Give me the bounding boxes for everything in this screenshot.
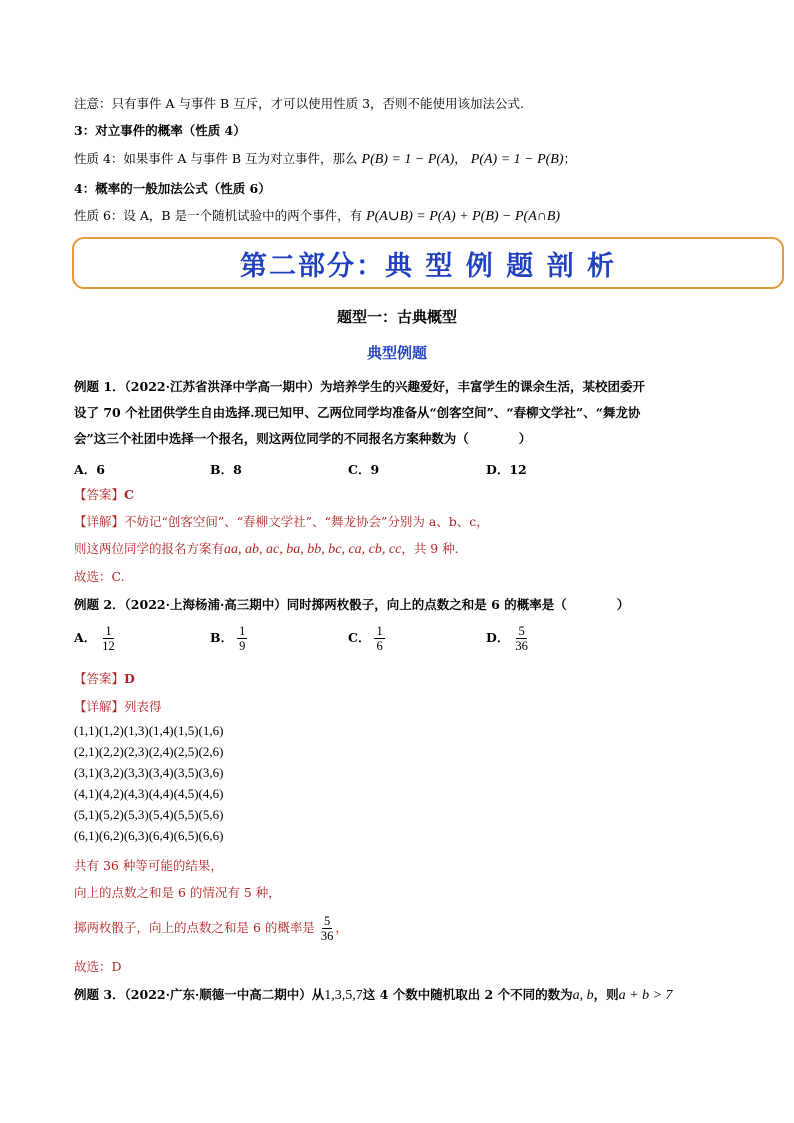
prob-end: ，	[335, 920, 348, 935]
heading-4: 4：概率的一般加法公式（性质 6）	[74, 181, 271, 196]
property-6-formula: P(A∪B) = P(A) + P(B) − P(A∩B)	[366, 209, 561, 224]
property-6-text: 性质 6：设 A，B 是一个随机试验中的两个事件，有	[74, 208, 363, 223]
fraction	[374, 624, 384, 653]
option-label: A．	[74, 630, 97, 645]
fraction	[100, 624, 117, 653]
example-1-option-d: D．12	[486, 462, 527, 477]
property-4-text: 性质 4：如果事件 A 与事件 B 互为对立事件，那么	[74, 151, 358, 166]
option-label: B．	[210, 630, 234, 645]
property-4-end: ；	[563, 151, 577, 166]
example-1-answer	[74, 486, 134, 504]
example-3-mid: 这 4 个数中随机取出 2 个不同的数为	[362, 987, 573, 1002]
example-3-pre: 例题 3．（2022·广东·顺德一中高二期中）从	[74, 987, 325, 1002]
example-2-option-b	[210, 624, 247, 653]
example-1-option-a: A．6	[74, 462, 105, 477]
property-4-formula-2: P(A) = 1 − P(B)	[470, 152, 564, 167]
detail-2-post: ，共 9 种.	[401, 541, 459, 556]
detail-2-math: aa, ab, ac, ba, bb, bc, ca, cb, cc	[224, 542, 402, 557]
prob-fraction	[319, 914, 336, 943]
dice-table-row: (1,1)(1,2)(1,3)(1,4)(1,5)(1,6)	[74, 723, 224, 738]
denominator: 36	[515, 639, 528, 653]
example-1-line-1: 例题 1．（2022·江苏省洪泽中学高一期中）为培养学生的兴趣爱好，丰富学生的课余生活，某校团委开	[74, 379, 645, 394]
numerator: 5	[324, 914, 331, 928]
detail-2-pre: 则这两位同学的报名方案有	[74, 541, 225, 556]
sub-title: 典型例题	[366, 344, 427, 362]
dice-table-row: (5,1)(5,2)(5,3)(5,4)(5,5)(5,6)	[74, 807, 224, 822]
example-1-choose: 故选：C.	[74, 569, 125, 584]
dice-table-row: (2,1)(2,2)(2,3)(2,4)(2,5)(2,6)	[74, 744, 224, 759]
answer-value: D	[124, 671, 135, 686]
denominator: 6	[376, 639, 383, 653]
fraction	[513, 624, 530, 653]
property-6	[74, 207, 560, 226]
example-2-detail	[74, 698, 162, 716]
answer-label: 【答案】	[74, 487, 125, 502]
banner-title: 第二部分：典 型 例 题 剖 析	[240, 250, 616, 282]
section-title: 题型一：古典概型	[336, 308, 457, 326]
numerator: 1	[239, 624, 246, 638]
prob-text: 掷两枚骰子，向上的点数之和是 6 的概率是	[74, 920, 315, 935]
answer-label: 【答案】	[74, 671, 125, 686]
example-3-condition: a + b > 7	[618, 988, 673, 1003]
example-2-probability	[74, 914, 348, 943]
numerator: 1	[105, 624, 112, 638]
dice-table-row: (4,1)(4,2)(4,3)(4,4)(4,5)(4,6)	[74, 786, 224, 801]
example-3-line-1	[74, 986, 673, 1005]
example-1-option-c: C．9	[348, 462, 380, 477]
example-2-option-d	[486, 624, 530, 653]
example-3-mid2: ，则	[593, 987, 619, 1002]
example-2-line-1: 例题 2．（2022·上海杨浦·高三期中）同时掷两枚骰子，向上的点数之和是 6 的概率是（ ）	[74, 597, 630, 612]
example-1-option-b: B．8	[210, 462, 242, 477]
note-line: 注意：只有事件 A 与事件 B 互斥，才可以使用性质 3，否则不能使用该加法公式.	[74, 96, 525, 111]
example-2-option-c	[348, 624, 385, 653]
answer-value: C	[124, 487, 134, 502]
example-2-choose: 故选：D	[74, 959, 122, 974]
detail-label: 【详解】	[74, 514, 125, 529]
example-1-detail-2	[74, 540, 459, 559]
numerator: 5	[518, 624, 525, 638]
denominator: 9	[239, 639, 246, 653]
numerator: 1	[376, 624, 383, 638]
example-3-vars: a, b	[572, 988, 594, 1003]
option-label: D．	[486, 630, 510, 645]
dice-table-row: (6,1)(6,2)(6,3)(6,4)(6,5)(6,6)	[74, 828, 224, 843]
example-1-detail-1	[74, 513, 489, 531]
example-2-cases: 向上的点数之和是 6 的情况有 5 种，	[74, 885, 281, 900]
denominator: 12	[102, 639, 115, 653]
detail-text: 不妨记“创客空间”、“春柳文学社”、“舞龙协会”分别为 a、b、c，	[124, 514, 489, 529]
section-banner	[72, 237, 784, 289]
denominator: 36	[320, 929, 334, 943]
fraction	[237, 624, 247, 653]
example-2-answer	[74, 670, 135, 688]
example-1-line-3: 会”这三个社团中选择一个报名，则这两位同学的不同报名方案种数为（ ）	[74, 431, 532, 446]
dice-table-row: (3,1)(3,2)(3,3)(3,4)(3,5)(3,6)	[74, 765, 224, 780]
example-2-option-a	[74, 624, 117, 653]
option-label: C．	[348, 630, 371, 645]
example-2-total: 共有 36 种等可能的结果，	[74, 858, 223, 873]
example-3-numbers: 1,3,5,7	[324, 988, 363, 1003]
property-4-formula-1: P(B) = 1 − P(A)	[361, 152, 455, 167]
detail-label: 【详解】	[74, 699, 125, 714]
heading-3: 3：对立事件的概率（性质 4）	[74, 123, 246, 138]
property-4: 性质 4：如果事件 A 与事件 B 互为对立事件，那么 P(B) = 1 − P(A)， P(A) = 1 − P(B)；	[74, 151, 577, 167]
example-1-line-2: 设了 70 个社团供学生自由选择.现已知甲、乙两位同学均准备从“创客空间”、“春柳文学社”、“舞龙协	[74, 405, 641, 420]
detail-text: 列表得	[124, 699, 162, 714]
